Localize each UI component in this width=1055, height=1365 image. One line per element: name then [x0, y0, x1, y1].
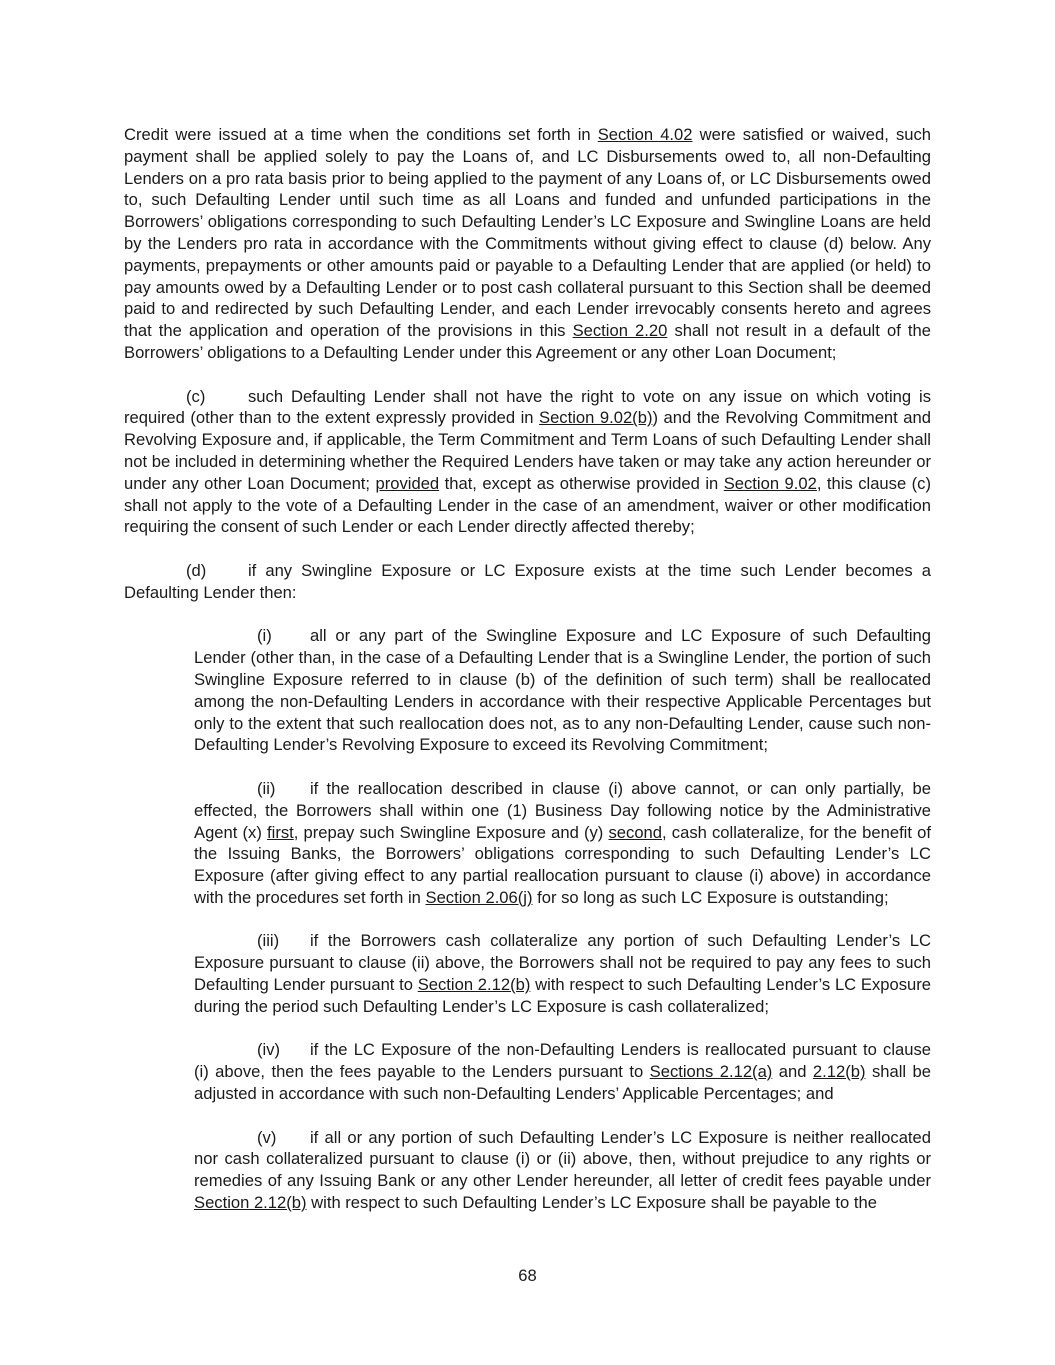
subclause-iv — [194, 1039, 931, 1104]
section-reference: Section 2.12(b) — [417, 975, 531, 995]
subclause-v — [194, 1127, 931, 1214]
text: , cash collateralize, for the benefit of the Issuing Banks, the Borrowers’ obligations corresponding to such Defaulting Lender’s LC Exposure (after giving effect to any partial reallocation pursuant to clause (i) above) in accordance with the procedures set forth in — [194, 822, 931, 907]
section-reference: Section 9.02 — [723, 473, 817, 493]
clause-c — [124, 386, 931, 539]
document-body — [124, 124, 931, 1214]
text: if the LC Exposure of the non-Defaulting Lenders is reallocated pursuant to clause (i) above, then the fees payable to the Lenders pursuant to — [194, 1040, 931, 1082]
text: , this clause (c) shall not apply to the vote of a Defaulting Lender in the case of an amendment, waiver or other modification requiring the consent of such Lender or each Lender directly affected thereby; — [124, 473, 931, 537]
defined-term: second — [608, 822, 663, 842]
text: if all or any portion of such Defaulting Lender’s LC Exposure is neither reallocated nor cash collateralized pursuant to clause (i) or (ii) above, then, without prejudice to any rights or remedies of any Issuing Bank or any other Lender hereunder, all letter of credit fees payable under — [194, 1127, 931, 1191]
text: if the Borrowers cash collateralize any portion of such Defaulting Lender’s LC Exposure pursuant to clause (ii) above, the Borrowers shall not be required to pay any fees to such Defaulting Lender pursuant to — [194, 931, 931, 995]
text: for so long as such LC Exposure is outstanding; — [532, 887, 889, 907]
text: shall be adjusted in accordance with such non-Defaulting Lenders’ Applicable Percentages; and — [194, 1062, 931, 1104]
text: and — [772, 1062, 813, 1082]
subclause-label: (iv) — [257, 1040, 281, 1060]
text: with respect to such Defaulting Lender’s LC Exposure shall be payable to the — [306, 1193, 877, 1213]
text: such Defaulting Lender shall not have the right to vote on any issue on which voting is required (other than to the extent expressly provided in — [124, 386, 931, 428]
subclause-label: (iii) — [257, 931, 280, 951]
section-reference: Sections 2.12(a) — [649, 1062, 773, 1082]
section-reference: Section 2.06(j) — [425, 887, 533, 907]
clause-d — [124, 560, 931, 604]
subclause-label: (i) — [257, 626, 272, 646]
clause-label: (c) — [186, 386, 206, 406]
clause-label: (d) — [186, 560, 207, 580]
subclause-label: (v) — [257, 1127, 277, 1147]
section-reference: Section 2.20 — [572, 321, 668, 341]
section-reference: Section 2.12(b) — [194, 1193, 307, 1213]
defined-term: first — [267, 822, 294, 842]
section-reference: Section 4.02 — [597, 125, 693, 144]
text: were satisfied or waived, such payment shall be applied solely to pay the Loans of, and LC Disbursements owed to, all non-Defaulting Lenders on a pro rata basis prior to being applied to the payment of any Loans of, or LC Disbursements owed to, such Defaulting Lender until such time as all Loans and funded and unfunded participations in the Borrowers’ obligations corresponding to such Defaulting Lender’s LC Exposure and Swingline Loans are held by the Lenders pro rata in accordance with the Commitments without giving effect to clause (d) below. Any payments, prepayments or other amounts paid or payable to a Defaulting Lender that are applied (or held) to pay amounts owed by a Defaulting Lender or to post cash collateral pursuant to this Section shall be deemed paid to and redirected by such Defaulting Lender, and each Lender irrevocably consents hereto and agrees that the application and operation of the provisions in this — [124, 125, 931, 341]
text: if the reallocation described in clause (i) above cannot, or can only partially, be effected, the Borrowers shall within one (1) Business Day following notice by the Administrative Agent (x) — [194, 778, 931, 842]
text: ) and the Revolving Commitment and Revolving Exposure and, if applicable, the Term Commitment and Term Loans of such Defaulting Lender shall not be included in determining whether the Required Lenders have taken or may take any action hereunder or under any other Loan Document; — [124, 408, 931, 493]
text: , prepay such Swingline Exposure and (y) — [293, 822, 609, 842]
text: if any Swingline Exposure or LC Exposure exists at the time such Lender becomes a Defaulting Lender then: — [124, 560, 931, 602]
subclause-i — [194, 625, 931, 756]
paragraph-continuation — [124, 124, 931, 364]
text: shall not result in a default of the Borrowers’ obligations to a Defaulting Lender under this Agreement or any other Loan Document; — [124, 321, 932, 362]
defined-term: provided — [375, 473, 440, 493]
text: Credit were issued at a time when the conditions set forth in — [124, 125, 598, 144]
text: all or any part of the Swingline Exposure and LC Exposure of such Defaulting Lender (other than, in the case of a Defaulting Lender that is a Swingline Lender, the portion of such Swingline Exposure referred to in clause (b) of the definition of such term) shall be reallocated among the non-Defaulting Lenders in accordance with their respective Applicable Percentages but only to the extent that such reallocation does not, as to any non-Defaulting Lender, cause such non-Defaulting Lender’s Revolving Exposure to exceed its Revolving Commitment; — [194, 626, 931, 755]
section-reference: Section 9.02(b) — [539, 408, 653, 428]
subclause-ii — [194, 778, 931, 909]
text: that, except as otherwise provided in — [439, 473, 724, 493]
subclause-iii — [194, 930, 931, 1017]
subclause-label: (ii) — [257, 778, 276, 798]
section-reference: 2.12(b) — [812, 1062, 866, 1082]
text: with respect to such Defaulting Lender’s LC Exposure during the period such Defaulting Lender’s LC Exposure is cash collateralized; — [194, 975, 931, 1016]
page-number: 68 — [518, 1266, 537, 1285]
